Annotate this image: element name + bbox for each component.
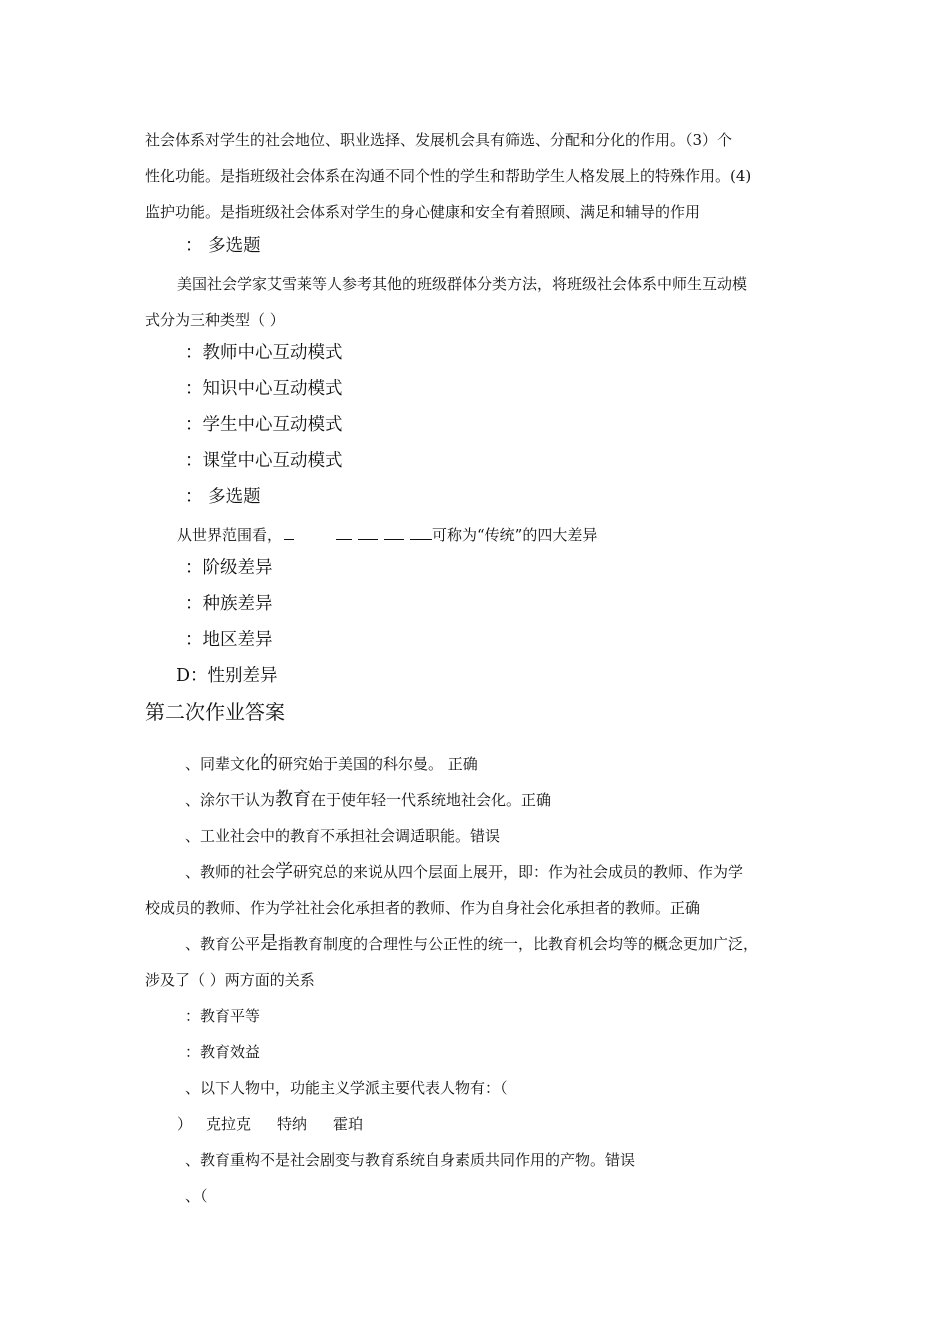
option: ：地区差异 [185,630,273,650]
answer-line: 、教师的社会学研究总的来说从四个层面上展开，即：作为社会成员的教师、作为学 [185,861,744,882]
section-heading: 第二次作业答案 [145,700,285,724]
stem-start: 从世界范围看， [177,526,283,544]
option: ：教育平等 [185,1007,261,1025]
answer-line: 、涂尔干认为教育在于使年轻一代系统地社会化。正确 [185,789,552,810]
answer-line: 校成员的教师、作为学社社会化承担者的教师、作为自身社会化承担者的教师。正确 [145,899,701,917]
fill-blank [358,525,378,540]
stem-end: 可称为“传统”的四大差异 [432,526,598,544]
answer-line: 、（ [185,1187,208,1205]
answer-line: ） 克拉克 特纳 霍珀 [177,1115,364,1133]
fill-blank [336,525,352,540]
option: ：阶级差异 [185,558,273,578]
question-stem [177,525,597,545]
option: ：教育效益 [185,1043,261,1061]
paragraph-line: 监护功能。是指班级社会体系对学生的身心健康和安全有着照顾、满足和辅导的作用 [145,203,701,221]
answer-line: 、教育重构不是社会剧变与教育系统自身素质共同作用的产物。错误 [185,1151,636,1169]
answer-line: 涉及了（ ）两方面的关系 [145,971,315,989]
paragraph-line: 性化功能。是指班级社会体系在沟通不同个性的学生和帮助学生人格发展上的特殊作用。(4) [145,167,752,185]
answer-line: 、以下人物中，功能主义学派主要代表人物有：（ [185,1079,508,1097]
question-type: ： 多选题 [185,487,261,507]
option: ：教师中心互动模式 [185,343,343,363]
answer-line: 、教育公平是指教育制度的合理性与公正性的统一，比教育机会均等的概念更加广泛， [185,933,759,954]
person-name: 特纳 [277,1115,308,1133]
option: ：知识中心互动模式 [185,379,343,399]
question-type: ： 多选题 [185,236,261,256]
person-name: 霍珀 [333,1115,364,1133]
fill-blank [284,525,294,540]
answer-line: 、同辈文化的研究始于美国的科尔曼。 正确 [185,753,478,774]
question-stem: 式分为三种类型（ ） [145,311,285,329]
fill-blank [410,525,432,540]
answer-line: 、工业社会中的教育不承担社会调适职能。错误 [185,827,501,845]
paragraph-line: 社会体系对学生的社会地位、职业选择、发展机会具有筛选、分配和分化的作用。（3）个 [145,131,733,149]
person-name: 克拉克 [206,1115,252,1133]
option: ：种族差异 [185,594,273,614]
option: ：学生中心互动模式 [185,415,343,435]
option: ：课堂中心互动模式 [185,451,343,471]
option: D：性别差异 [176,666,278,686]
question-stem: 美国社会学家艾雪莱等人参考其他的班级群体分类方法，将班级社会体系中师生互动模 [177,275,748,293]
fill-blank [384,525,404,540]
